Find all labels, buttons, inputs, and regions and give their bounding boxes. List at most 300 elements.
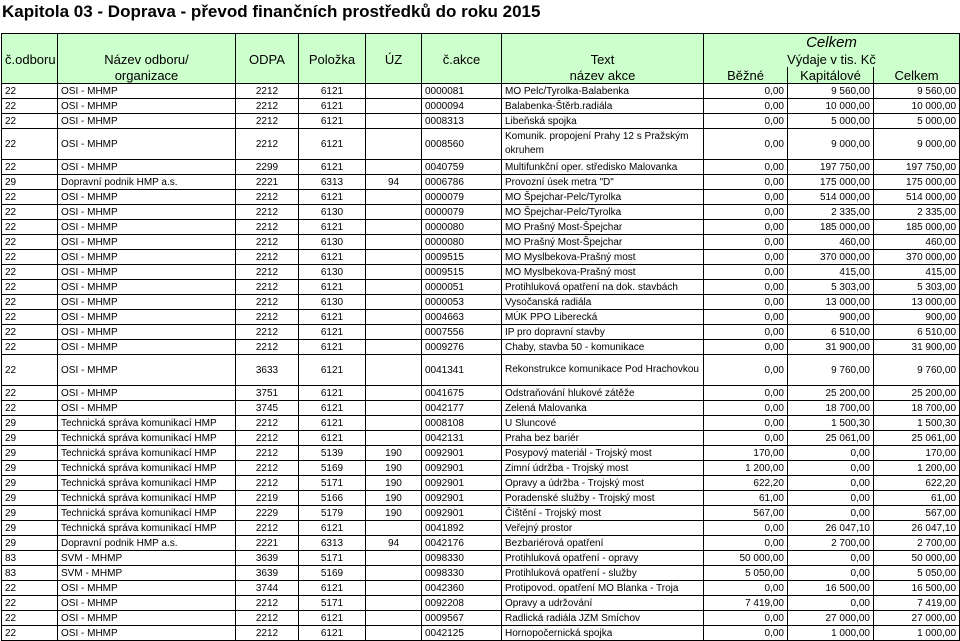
cell-text: Komunik. propojení Prahy 12 s Pražským okruhem (502, 129, 704, 160)
cell-celkem: 622,20 (874, 476, 960, 491)
table-row (2, 190, 960, 205)
cell-odbor: 22 (2, 295, 58, 310)
cell-odpa: 2212 (236, 461, 299, 476)
cell-bezne: 0,00 (704, 521, 788, 536)
cell-uz (366, 129, 422, 160)
table-row (2, 476, 960, 491)
cell-odpa: 3751 (236, 386, 299, 401)
cell-kapitalove: 26 047,10 (788, 521, 874, 536)
cell-text: Veřejný prostor (502, 521, 704, 536)
cell-bezne: 61,00 (704, 491, 788, 506)
cell-celkem: 16 500,00 (874, 581, 960, 596)
cell-kapitalove: 2 700,00 (788, 536, 874, 551)
cell-celkem: 197 750,00 (874, 160, 960, 175)
cell-celkem: 1 200,00 (874, 461, 960, 476)
cell-celkem: 5 303,00 (874, 280, 960, 295)
cell-polozka: 6121 (299, 99, 366, 114)
cell-odpa: 3744 (236, 581, 299, 596)
cell-kapitalove: 0,00 (788, 566, 874, 581)
cell-odpa: 2212 (236, 129, 299, 160)
cell-bezne: 0,00 (704, 235, 788, 250)
cell-kapitalove: 10 000,00 (788, 99, 874, 114)
cell-odbor: 29 (2, 416, 58, 431)
cell-bezne: 0,00 (704, 310, 788, 325)
cell-kapitalove: 0,00 (788, 551, 874, 566)
table-row (2, 310, 960, 325)
cell-odbor: 29 (2, 461, 58, 476)
cell-odpa: 3633 (236, 355, 299, 386)
cell-bezne: 1 200,00 (704, 461, 788, 476)
header-celkem: Celkem (704, 34, 960, 52)
cell-polozka: 6121 (299, 190, 366, 205)
table-row (2, 536, 960, 551)
cell-odbor: 29 (2, 506, 58, 521)
cell-polozka: 6121 (299, 611, 366, 626)
budget-table (1, 33, 960, 641)
cell-nazev: OSI - MHMP (58, 160, 236, 175)
header-celkem-col: Celkem (874, 67, 960, 84)
header-nazev-odboru: Název odboru/ (58, 51, 236, 67)
cell-akce: 0009515 (422, 265, 502, 280)
header-text: Text (502, 51, 704, 67)
cell-uz (366, 355, 422, 386)
cell-odbor: 29 (2, 175, 58, 190)
cell-nazev: OSI - MHMP (58, 220, 236, 235)
cell-akce: 0008108 (422, 416, 502, 431)
cell-akce: 0092901 (422, 476, 502, 491)
cell-akce: 0000051 (422, 280, 502, 295)
table-row (2, 446, 960, 461)
cell-bezne: 0,00 (704, 325, 788, 340)
cell-bezne: 0,00 (704, 265, 788, 280)
table-row (2, 175, 960, 190)
cell-uz (366, 220, 422, 235)
header-bezne: Běžné (704, 67, 788, 84)
cell-text: Praha bez bariér (502, 431, 704, 446)
cell-nazev: SVM - MHMP (58, 566, 236, 581)
cell-celkem: 9 000,00 (874, 129, 960, 160)
cell-text: Provozní úsek metra "D" (502, 175, 704, 190)
cell-nazev: OSI - MHMP (58, 205, 236, 220)
table-row (2, 265, 960, 280)
cell-nazev: OSI - MHMP (58, 611, 236, 626)
cell-odbor: 29 (2, 431, 58, 446)
cell-uz (366, 310, 422, 325)
cell-odpa: 2212 (236, 235, 299, 250)
cell-odbor: 29 (2, 491, 58, 506)
cell-uz (366, 416, 422, 431)
cell-nazev: OSI - MHMP (58, 84, 236, 99)
cell-bezne: 0,00 (704, 536, 788, 551)
cell-bezne: 0,00 (704, 355, 788, 386)
header-polozka: Položka (299, 51, 366, 67)
cell-akce: 0092901 (422, 461, 502, 476)
cell-nazev: Technická správa komunikací HMP (58, 446, 236, 461)
cell-celkem: 61,00 (874, 491, 960, 506)
table-row (2, 521, 960, 536)
cell-kapitalove: 514 000,00 (788, 190, 874, 205)
table-row (2, 84, 960, 99)
cell-text: Multifunkční oper. středisko Malovanka (502, 160, 704, 175)
cell-bezne: 0,00 (704, 220, 788, 235)
cell-kapitalove: 1 000,00 (788, 626, 874, 641)
cell-polozka: 6121 (299, 340, 366, 355)
cell-uz (366, 566, 422, 581)
cell-kapitalove: 0,00 (788, 446, 874, 461)
table-row (2, 220, 960, 235)
cell-polozka: 6121 (299, 581, 366, 596)
header-c-odboru: č.odboru (2, 51, 58, 67)
cell-uz (366, 99, 422, 114)
header-c-akce: č.akce (422, 51, 502, 67)
cell-uz (366, 431, 422, 446)
cell-text: Balabenka-Štěrb.radiála (502, 99, 704, 114)
cell-odbor: 22 (2, 99, 58, 114)
cell-odpa: 2212 (236, 250, 299, 265)
cell-odbor: 29 (2, 476, 58, 491)
cell-akce: 0009276 (422, 340, 502, 355)
cell-celkem: 6 510,00 (874, 325, 960, 340)
cell-kapitalove: 5 000,00 (788, 114, 874, 129)
cell-celkem: 18 700,00 (874, 401, 960, 416)
cell-kapitalove: 2 335,00 (788, 205, 874, 220)
cell-bezne: 0,00 (704, 581, 788, 596)
cell-text: Protihluková opatření - služby (502, 566, 704, 581)
table-row (2, 461, 960, 476)
cell-bezne: 0,00 (704, 190, 788, 205)
table-row (2, 386, 960, 401)
cell-polozka: 6130 (299, 205, 366, 220)
cell-celkem: 31 900,00 (874, 340, 960, 355)
table-row (2, 355, 960, 386)
cell-kapitalove: 6 510,00 (788, 325, 874, 340)
cell-odpa: 2212 (236, 220, 299, 235)
cell-text: Poradenské služby - Trojský most (502, 491, 704, 506)
cell-odbor: 22 (2, 355, 58, 386)
cell-kapitalove: 0,00 (788, 476, 874, 491)
cell-text: Bezbariérová opatření (502, 536, 704, 551)
table-row (2, 596, 960, 611)
cell-celkem: 514 000,00 (874, 190, 960, 205)
cell-celkem: 1 000,00 (874, 626, 960, 641)
cell-kapitalove: 13 000,00 (788, 295, 874, 310)
cell-odbor: 22 (2, 401, 58, 416)
cell-odpa: 2212 (236, 340, 299, 355)
cell-uz (366, 235, 422, 250)
cell-nazev: Technická správa komunikací HMP (58, 416, 236, 431)
table-row (2, 551, 960, 566)
cell-odpa: 2212 (236, 626, 299, 641)
cell-bezne: 170,00 (704, 446, 788, 461)
header-uz: ÚZ (366, 51, 422, 67)
cell-odbor: 22 (2, 205, 58, 220)
cell-kapitalove: 415,00 (788, 265, 874, 280)
table-row (2, 129, 960, 160)
cell-text: Protihluková opatření na dok. stavbách (502, 280, 704, 295)
cell-nazev: Technická správa komunikací HMP (58, 506, 236, 521)
cell-polozka: 6130 (299, 235, 366, 250)
cell-text: MO Špejchar-Pelc/Tyrolka (502, 205, 704, 220)
cell-celkem: 175 000,00 (874, 175, 960, 190)
cell-nazev: OSI - MHMP (58, 386, 236, 401)
cell-akce: 0006786 (422, 175, 502, 190)
cell-text: Chaby, stavba 50 - komunikace (502, 340, 704, 355)
cell-text: Posypový materiál - Trojský most (502, 446, 704, 461)
cell-odpa: 2212 (236, 84, 299, 99)
cell-kapitalove: 0,00 (788, 506, 874, 521)
table-row (2, 250, 960, 265)
cell-odpa: 2212 (236, 99, 299, 114)
cell-kapitalove: 18 700,00 (788, 401, 874, 416)
cell-odbor: 83 (2, 551, 58, 566)
cell-nazev: OSI - MHMP (58, 596, 236, 611)
cell-odbor: 22 (2, 386, 58, 401)
cell-celkem: 5 050,00 (874, 566, 960, 581)
cell-nazev: OSI - MHMP (58, 355, 236, 386)
table-row (2, 401, 960, 416)
cell-text: MO Prašný Most-Špejchar (502, 220, 704, 235)
cell-bezne: 0,00 (704, 295, 788, 310)
cell-akce: 0041341 (422, 355, 502, 386)
cell-odpa: 2212 (236, 431, 299, 446)
cell-text: Čištění - Trojský most (502, 506, 704, 521)
cell-celkem: 2 700,00 (874, 536, 960, 551)
cell-uz: 190 (366, 476, 422, 491)
cell-celkem: 9 560,00 (874, 84, 960, 99)
cell-kapitalove: 0,00 (788, 596, 874, 611)
cell-nazev: Dopravní podnik HMP a.s. (58, 536, 236, 551)
cell-polozka: 5169 (299, 461, 366, 476)
cell-uz (366, 160, 422, 175)
cell-odpa: 2212 (236, 190, 299, 205)
cell-uz (366, 295, 422, 310)
cell-polozka: 5171 (299, 551, 366, 566)
cell-odpa: 2212 (236, 280, 299, 295)
cell-polozka: 6121 (299, 521, 366, 536)
table-row (2, 416, 960, 431)
cell-nazev: OSI - MHMP (58, 401, 236, 416)
cell-kapitalove: 9 000,00 (788, 129, 874, 160)
cell-celkem: 5 000,00 (874, 114, 960, 129)
cell-polozka: 5166 (299, 491, 366, 506)
cell-bezne: 0,00 (704, 431, 788, 446)
cell-odbor: 22 (2, 596, 58, 611)
cell-odpa: 2212 (236, 114, 299, 129)
cell-kapitalove: 370 000,00 (788, 250, 874, 265)
cell-kapitalove: 27 000,00 (788, 611, 874, 626)
cell-nazev: OSI - MHMP (58, 250, 236, 265)
cell-akce: 0042177 (422, 401, 502, 416)
cell-odbor: 22 (2, 160, 58, 175)
page-title: Kapitola 03 - Doprava - převod finančních prostředků do roku 2015 (2, 2, 541, 21)
cell-odbor: 22 (2, 114, 58, 129)
cell-uz (366, 596, 422, 611)
cell-kapitalove: 5 303,00 (788, 280, 874, 295)
cell-odpa: 2212 (236, 596, 299, 611)
cell-bezne: 0,00 (704, 386, 788, 401)
cell-celkem: 460,00 (874, 235, 960, 250)
cell-odpa: 2221 (236, 175, 299, 190)
cell-uz: 190 (366, 446, 422, 461)
cell-celkem: 1 500,30 (874, 416, 960, 431)
cell-text: Vysočanská radiála (502, 295, 704, 310)
table-row (2, 160, 960, 175)
cell-text: MO Myslbekova-Prašný most (502, 250, 704, 265)
table-header (2, 34, 960, 84)
table-row (2, 340, 960, 355)
cell-polozka: 6121 (299, 220, 366, 235)
cell-polozka: 6130 (299, 295, 366, 310)
cell-akce: 0040759 (422, 160, 502, 175)
cell-kapitalove: 9 760,00 (788, 355, 874, 386)
cell-odpa: 2299 (236, 160, 299, 175)
cell-akce: 0098330 (422, 551, 502, 566)
cell-nazev: OSI - MHMP (58, 129, 236, 160)
cell-akce: 0000081 (422, 84, 502, 99)
cell-odpa: 2212 (236, 310, 299, 325)
cell-odbor: 22 (2, 84, 58, 99)
cell-bezne: 0,00 (704, 84, 788, 99)
cell-odpa: 3639 (236, 551, 299, 566)
cell-text: Libeňská spojka (502, 114, 704, 129)
cell-akce: 0042131 (422, 431, 502, 446)
table-row (2, 114, 960, 129)
cell-odpa: 2212 (236, 521, 299, 536)
cell-akce: 0092901 (422, 446, 502, 461)
cell-celkem: 13 000,00 (874, 295, 960, 310)
cell-uz (366, 581, 422, 596)
cell-uz (366, 611, 422, 626)
cell-uz (366, 401, 422, 416)
cell-celkem: 170,00 (874, 446, 960, 461)
cell-odpa: 2219 (236, 491, 299, 506)
cell-bezne: 622,20 (704, 476, 788, 491)
cell-polozka: 6313 (299, 175, 366, 190)
cell-text: MO Prašný Most-Špejchar (502, 235, 704, 250)
table-row (2, 566, 960, 581)
cell-akce: 0008313 (422, 114, 502, 129)
cell-nazev: Technická správa komunikací HMP (58, 521, 236, 536)
cell-bezne: 0,00 (704, 340, 788, 355)
cell-akce: 0000094 (422, 99, 502, 114)
cell-polozka: 6121 (299, 114, 366, 129)
cell-text: Rekonstrukce komunikace Pod Hrachovkou (502, 355, 704, 386)
cell-odpa: 2212 (236, 476, 299, 491)
cell-text: Zimní údržba - Trojský most (502, 461, 704, 476)
cell-odbor: 22 (2, 325, 58, 340)
cell-text: Odstraňování hlukové zátěže (502, 386, 704, 401)
cell-odpa: 2212 (236, 446, 299, 461)
cell-polozka: 6121 (299, 355, 366, 386)
cell-odbor: 22 (2, 235, 58, 250)
cell-akce: 0000079 (422, 205, 502, 220)
table-row (2, 295, 960, 310)
cell-celkem: 27 000,00 (874, 611, 960, 626)
cell-bezne: 7 419,00 (704, 596, 788, 611)
cell-kapitalove: 25 200,00 (788, 386, 874, 401)
cell-uz (366, 205, 422, 220)
cell-celkem: 50 000,00 (874, 551, 960, 566)
cell-polozka: 6121 (299, 280, 366, 295)
cell-bezne: 5 050,00 (704, 566, 788, 581)
cell-polozka: 6130 (299, 265, 366, 280)
cell-kapitalove: 175 000,00 (788, 175, 874, 190)
cell-bezne: 0,00 (704, 160, 788, 175)
cell-celkem: 900,00 (874, 310, 960, 325)
cell-celkem: 2 335,00 (874, 205, 960, 220)
cell-akce: 0007556 (422, 325, 502, 340)
cell-uz (366, 551, 422, 566)
cell-bezne: 50 000,00 (704, 551, 788, 566)
cell-odpa: 2229 (236, 506, 299, 521)
cell-polozka: 6121 (299, 325, 366, 340)
cell-polozka: 6313 (299, 536, 366, 551)
cell-uz (366, 114, 422, 129)
cell-odbor: 22 (2, 250, 58, 265)
cell-odbor: 22 (2, 310, 58, 325)
cell-kapitalove: 460,00 (788, 235, 874, 250)
cell-odpa: 2212 (236, 205, 299, 220)
cell-uz: 190 (366, 491, 422, 506)
cell-akce: 0041675 (422, 386, 502, 401)
cell-odpa: 2221 (236, 536, 299, 551)
cell-polozka: 6121 (299, 416, 366, 431)
cell-nazev: Technická správa komunikací HMP (58, 461, 236, 476)
cell-akce: 0009567 (422, 611, 502, 626)
cell-polozka: 6121 (299, 160, 366, 175)
cell-akce: 0000080 (422, 235, 502, 250)
cell-polozka: 6121 (299, 250, 366, 265)
cell-polozka: 5139 (299, 446, 366, 461)
cell-odpa: 2212 (236, 416, 299, 431)
cell-polozka: 6121 (299, 431, 366, 446)
cell-odpa: 2212 (236, 295, 299, 310)
cell-kapitalove: 0,00 (788, 491, 874, 506)
cell-akce: 0041892 (422, 521, 502, 536)
cell-akce: 0000079 (422, 190, 502, 205)
cell-odpa: 2212 (236, 611, 299, 626)
cell-text: Hornopočernická spojka (502, 626, 704, 641)
cell-bezne: 0,00 (704, 611, 788, 626)
cell-uz (366, 84, 422, 99)
table-row (2, 205, 960, 220)
cell-bezne: 0,00 (704, 205, 788, 220)
cell-nazev: Technická správa komunikací HMP (58, 491, 236, 506)
header-kapitalove: Kapitálové (788, 67, 874, 84)
cell-nazev: OSI - MHMP (58, 114, 236, 129)
cell-bezne: 0,00 (704, 401, 788, 416)
cell-kapitalove: 31 900,00 (788, 340, 874, 355)
cell-uz (366, 265, 422, 280)
cell-odbor: 22 (2, 626, 58, 641)
cell-text: Opravy a udržování (502, 596, 704, 611)
cell-nazev: OSI - MHMP (58, 190, 236, 205)
cell-kapitalove: 900,00 (788, 310, 874, 325)
cell-text: MO Myslbekova-Prašný most (502, 265, 704, 280)
cell-kapitalove: 0,00 (788, 461, 874, 476)
cell-celkem: 567,00 (874, 506, 960, 521)
header-nazev-akce: název akce (502, 67, 704, 84)
cell-bezne: 0,00 (704, 175, 788, 190)
cell-nazev: OSI - MHMP (58, 340, 236, 355)
table-row (2, 99, 960, 114)
cell-nazev: OSI - MHMP (58, 235, 236, 250)
cell-akce: 0092901 (422, 491, 502, 506)
cell-kapitalove: 9 560,00 (788, 84, 874, 99)
cell-odbor: 22 (2, 220, 58, 235)
cell-text: IP pro dopravní stavby (502, 325, 704, 340)
table-row (2, 581, 960, 596)
